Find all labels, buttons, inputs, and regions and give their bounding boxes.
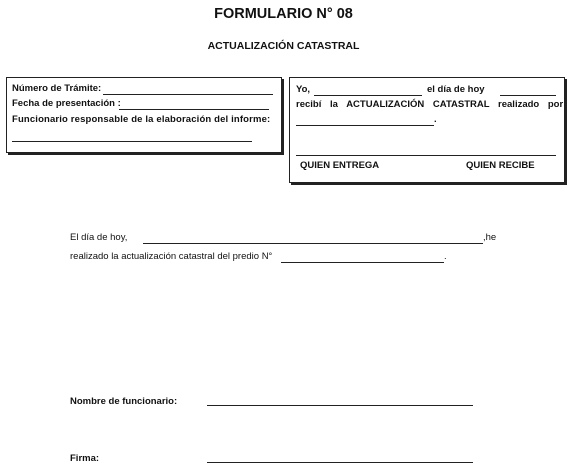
tramite-field[interactable] — [103, 94, 273, 95]
dia-field[interactable] — [500, 95, 556, 96]
fecha-body-field[interactable] — [143, 243, 483, 244]
quien-recibe-label: QUIEN RECIBE — [466, 160, 535, 171]
form-title: FORMULARIO N° 08 — [214, 6, 353, 22]
realizado-por-field[interactable] — [296, 125, 434, 126]
body-line2-prefix: realizado la actualización catastral del predio N° — [70, 251, 273, 262]
firma-field[interactable] — [207, 462, 473, 463]
tramite-label: Número de Trámite: — [12, 83, 102, 94]
yo-label: Yo, — [296, 84, 311, 95]
predio-field[interactable] — [281, 262, 444, 263]
signature-line[interactable] — [296, 155, 556, 156]
dia-label: el día de hoy — [427, 84, 485, 95]
form-subtitle: ACTUALIZACIÓN CATASTRAL — [207, 40, 360, 52]
tramite-box — [6, 77, 282, 153]
nombre-funcionario-label: Nombre de funcionario: — [70, 396, 178, 407]
recibi-period: . — [434, 114, 437, 125]
recibi-text: recibí la ACTUALIZACIÓN CATASTRAL realizado por — [296, 99, 564, 110]
funcionario-label: Funcionario responsable de la elaboración del informe: — [12, 114, 271, 125]
funcionario-field[interactable] — [12, 141, 252, 142]
quien-entrega-label: QUIEN ENTREGA — [300, 160, 380, 171]
nombre-funcionario-field[interactable] — [207, 405, 473, 406]
fecha-label: Fecha de presentación : — [12, 98, 121, 109]
fecha-field[interactable] — [119, 109, 269, 110]
yo-field[interactable] — [314, 95, 422, 96]
body-line1-prefix: El día de hoy, — [70, 232, 128, 243]
recepcion-box — [289, 77, 565, 183]
body-line2-suffix: . — [444, 251, 447, 262]
body-line1-suffix: ,he — [483, 232, 497, 243]
firma-label: Firma: — [70, 453, 100, 464]
